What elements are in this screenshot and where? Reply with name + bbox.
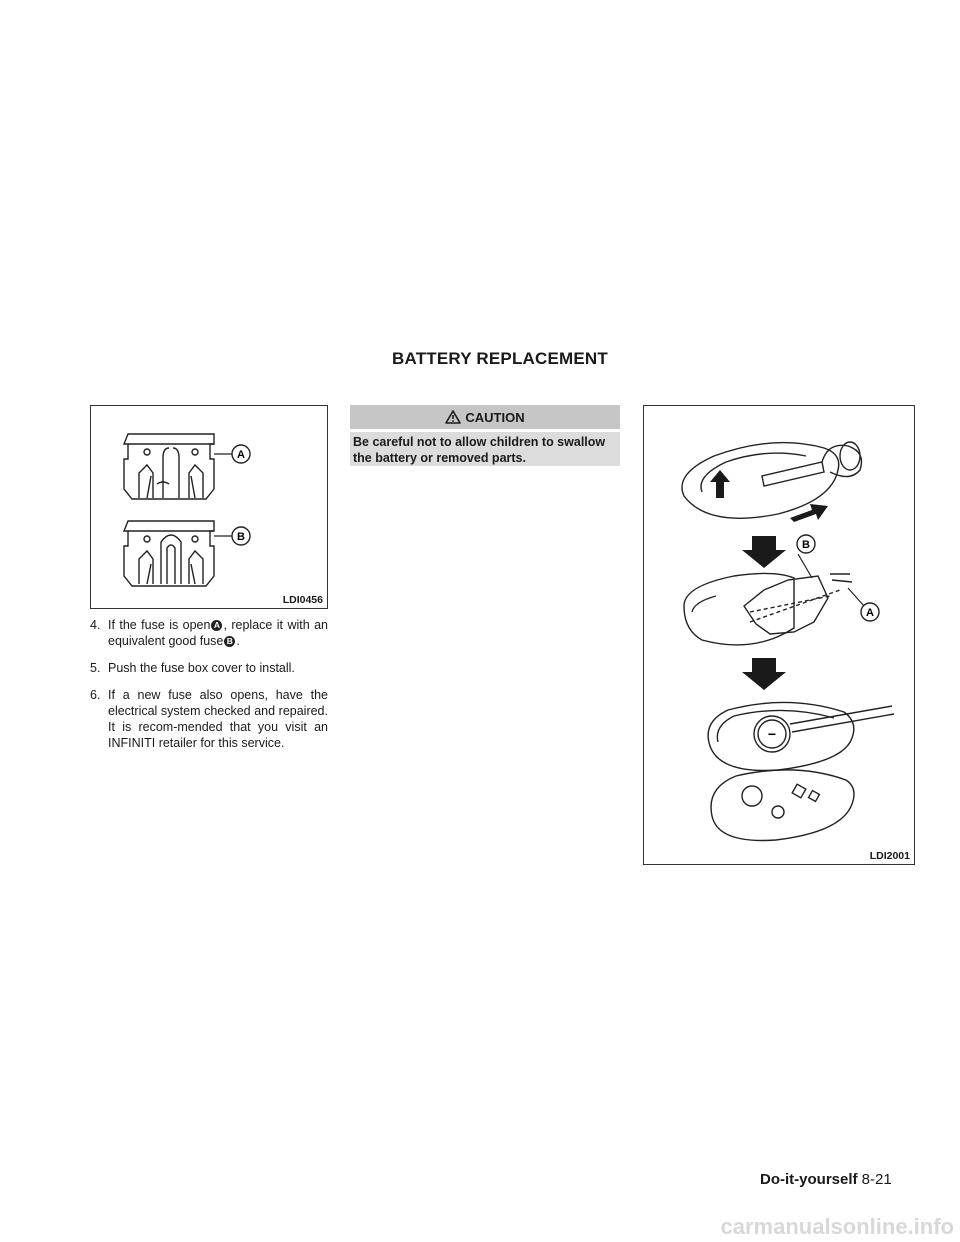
fuse-illustration [91, 406, 327, 608]
callout-b-label: B [237, 531, 245, 543]
caution-header [350, 405, 620, 429]
fuse-open-drawing [124, 434, 214, 499]
caution-title: CAUTION [465, 409, 525, 425]
arrow-down-icon [742, 536, 786, 568]
marker-a: A [211, 620, 222, 631]
battery-minus-label: − [767, 726, 777, 742]
arrow-down-icon [742, 658, 786, 690]
step-text: Push the fuse box cover to install. [108, 661, 295, 675]
callout-a2-label: A [866, 607, 874, 619]
step-number: 6. [90, 688, 101, 702]
figure-battery [643, 405, 915, 865]
step-number: 5. [90, 661, 101, 675]
figure-fuse [90, 405, 328, 609]
figure-code: LDI2001 [869, 850, 910, 862]
page-footer [760, 1171, 892, 1188]
arrow-up-icon [710, 470, 730, 498]
page-number: 8-21 [861, 1171, 892, 1188]
watermark: carmanualsonline.info [720, 1214, 954, 1239]
fob-case-bottom-drawing [711, 770, 854, 841]
callout-line-b2 [798, 554, 812, 578]
section-title: BATTERY REPLACEMENT [392, 349, 608, 368]
list-item [90, 687, 328, 751]
caution-text: Be careful not to allow children to swallow the battery or removed parts. [350, 432, 620, 466]
step-text: . [236, 634, 240, 648]
callout-line-a2 [848, 588, 864, 606]
step-text: , replace it with an equivalent good fuse [108, 618, 328, 648]
callout-b2-label: B [802, 539, 810, 551]
step-number: 4. [90, 618, 101, 632]
step-text: If a new fuse also opens, have the electrical system checked and repaired. It is recom-mended that you visit an INFINITI retailer for this service. [108, 688, 328, 750]
fuse-good-drawing [124, 521, 214, 586]
list-item [90, 617, 328, 649]
battery-replacement-illustration [644, 406, 914, 864]
marker-b: B [224, 636, 235, 647]
callout-a-label: A [237, 449, 245, 461]
mechanical-key-drawing [762, 462, 824, 486]
footer-section: Do-it-yourself [760, 1171, 858, 1188]
list-item [90, 660, 328, 676]
figure-code: LDI0456 [282, 594, 323, 606]
arrow-right-icon [790, 504, 828, 522]
warning-triangle-icon [445, 410, 461, 424]
fob-case-top-drawing [708, 702, 854, 770]
step-list [90, 617, 328, 762]
step-text: If the fuse is open [108, 618, 211, 632]
